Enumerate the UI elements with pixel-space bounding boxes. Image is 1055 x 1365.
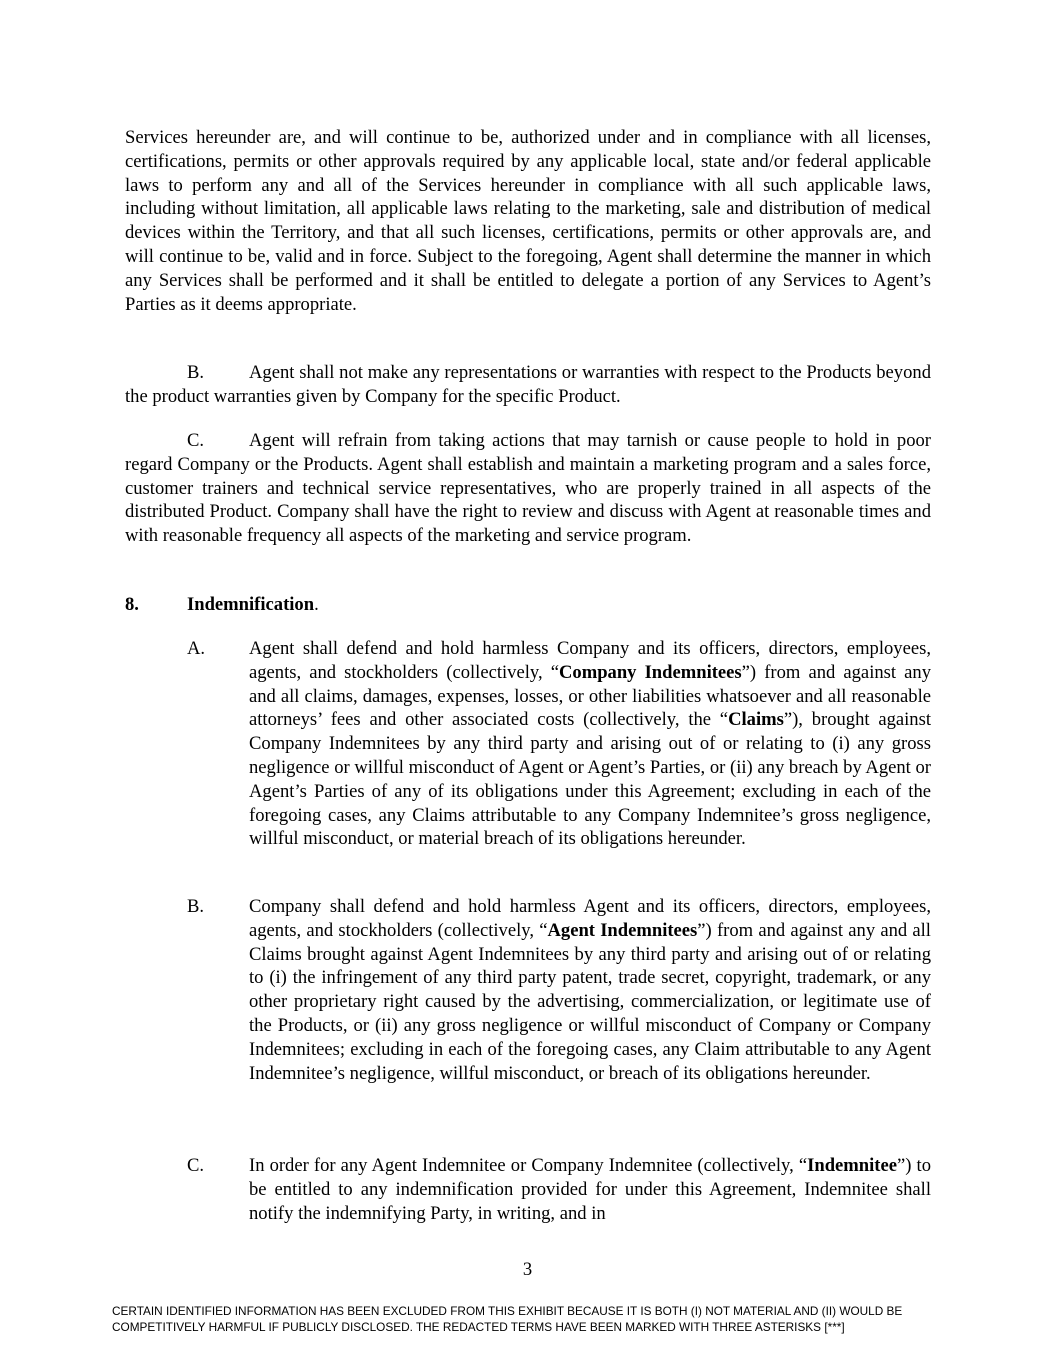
item-a-text-3: ”), brought against Company Indemnitees by any third party and arising out of or relating to (i) any gross negligence or willful misconduct of Agent or Agent’s Parties, or (ii) any breach by Agent or Agent’s Parties of any of its obligations under this Agreement; excluding in each of the foregoing cases, any Claims attributable to any Company Indemnitee’s gross negligence, willful misconduct, or material breach of its obligations hereunder.	[249, 709, 931, 850]
paragraph-b	[125, 361, 931, 409]
redaction-footer-notice: CERTAIN IDENTIFIED INFORMATION HAS BEEN EXCLUDED FROM THIS EXHIBIT BECAUSE IT IS BOTH (I) NOT MATERIAL AND (II) WOULD BE COMPETITIVELY HARMFUL IF PUBLICLY DISCLOSED. THE REDACTED TERMS HAVE BEEN MARKED WITH THREE ASTERISKS [***]	[112, 1304, 903, 1334]
paragraph-c	[125, 429, 931, 548]
item-b-text-1: Company shall defend and hold harmless Agent and its officers, directors, employees, agents, and stockholders (collectively, “	[249, 896, 931, 941]
section-8-title-suffix: .	[314, 594, 319, 615]
item-c-label: C.	[187, 1155, 205, 1176]
paragraph-b-text: Agent shall not make any representations or warranties with respect to the Products beyond the product warranties given by Company for the specific Product.	[125, 362, 931, 407]
item-c-text-2: ”) to be entitled to any indemnification provided for under this Agreement, Indemnitee shall notify the indemnifying Party, in writing, and in	[249, 1155, 932, 1224]
item-c-text-1: In order for any Agent Indemnitee or Company Indemnitee (collectively, “	[249, 1155, 808, 1176]
item-b-text-2: ”) from and against any and all Claims brought against Agent Indemnitees by any third party and arising out of or relating to (i) the infringement of any third party patent, trade secret, copyright, trademark, or any other proprietary right caused by the advertising, commercialization, or legitimate use of the Products, or (ii) any gross negligence or willful misconduct of Company or Company Indemnitees; excluding in each of the foregoing cases, any Claim attributable to any Agent Indemnitee’s negligence, willful misconduct, or breach of its obligations hereunder.	[249, 919, 931, 1084]
intro-paragraph: Services hereunder are, and will continue to be, authorized under and in compliance with all licenses, certifications, permits or other approvals required by any applicable local, state and/or federal applicable laws to perform any and all of the Services hereunder in compliance with all such applicable laws, including without limitation, all applicable laws relating to the marketing, sale and distribution of medical devices within the Territory, and that all such licenses, certifications, permits or other approvals are, and will continue to be, valid and in force. Subject to the foregoing, Agent shall determine the manner in which any Services shall be performed and it shall be entitled to delegate a portion of any Services to Agent’s Parties as it deems appropriate.	[125, 127, 931, 315]
item-b-defined-term-agent-indemnitees: Agent Indemnitees	[547, 919, 698, 941]
item-a-label: A.	[187, 638, 206, 659]
section-8-title: Indemnification	[187, 594, 315, 615]
item-a-text-2: ”) from and against any and all claims, damages, expenses, losses, or other liabilities whatsoever and all reasonable attorneys’ fees and other associated costs (collectively, the “	[249, 661, 931, 731]
item-b-text	[249, 895, 931, 1085]
item-c-text	[249, 1154, 931, 1225]
section-8-heading	[125, 593, 319, 617]
page-number: 3	[522, 1259, 533, 1280]
item-a-text	[249, 637, 931, 851]
paragraph-c-label: C.	[187, 430, 205, 451]
paragraph-c-text: Agent will refrain from taking actions that may tarnish or cause people to hold in poor regard Company or the Products. Agent shall establish and maintain a marketing program and a sales force, customer trainers and technical service representatives, who are properly trained in all aspects of the distributed Product. Company shall have the right to review and discuss with Agent at reasonable times and with reasonable frequency all aspects of the marketing and service program.	[125, 430, 931, 547]
paragraph-b-label: B.	[187, 362, 205, 383]
item-b-label: B.	[187, 896, 205, 917]
item-c-defined-term-indemnitee: Indemnitee	[807, 1155, 898, 1176]
item-a-text-1: Agent shall defend and hold harmless Company and its officers, directors, employees, agents, and stockholders (collectively, “	[249, 638, 931, 683]
item-a-defined-term-company-indemnitees: Company Indemnitees	[558, 661, 742, 683]
item-a-defined-term-claims: Claims	[728, 709, 784, 731]
section-8-number: 8.	[125, 594, 139, 615]
